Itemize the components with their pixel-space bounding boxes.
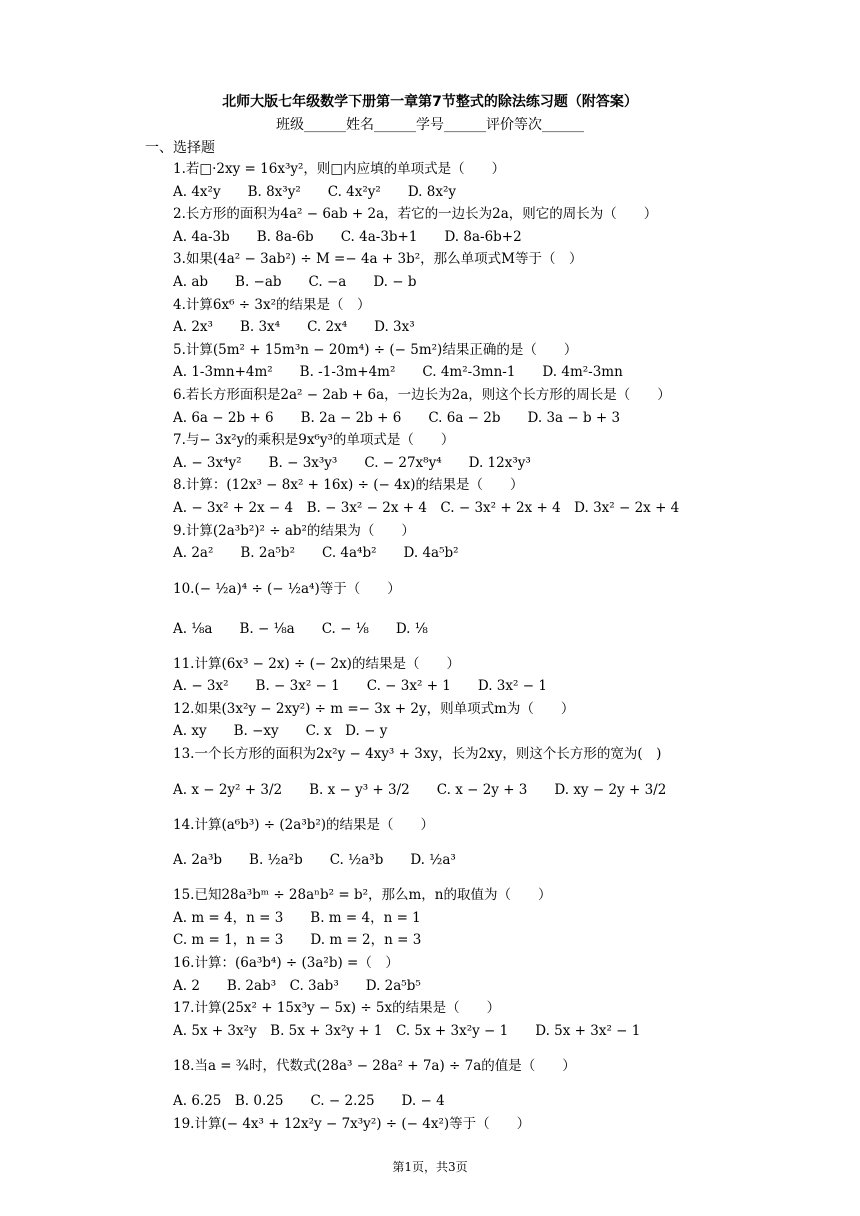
section-heading: 一、选择题 (145, 140, 215, 156)
question-12-options: A. xy B. −xy C. x D. − y (173, 723, 388, 740)
question-11-options: A. − 3x² B. − 3x² − 1 C. − 3x² + 1 D. 3x² − 1 (173, 678, 547, 695)
question-6-options: A. 6a − 2b + 6 B. 2a − 2b + 6 C. 6a − 2b D. 3a − b + 3 (173, 409, 621, 426)
document-title: 北师大版七年级数学下册第一章第7节整式的除法练习题（附答案） (222, 94, 638, 110)
question-13: 13.一个长方形的面积为2x²y − 4xy³ + 3xy，长为2xy，则这个长方形的宽为( ) (173, 746, 662, 763)
question-2: 2.长方形的面积为4a² − 6ab + 2a，若它的一边长为2a，则它的周长为（ ） (173, 206, 658, 223)
question-19: 19.计算(− 4x³ + 12x²y − 7x³y²) ÷ (− 4x²)等于（ ） (173, 1116, 531, 1132)
question-14: 14.计算(a⁶b³) ÷ (2a³b²)的结果是（ ） (173, 816, 435, 833)
question-9-options: A. 2a² B. 2a⁵b² C. 4a⁴b² D. 4a⁵b² (173, 545, 459, 562)
question-18-options: A. 6.25 B. 0.25 C. − 2.25 D. − 4 (173, 1093, 445, 1110)
student-info-line: 班级______姓名______学号______评价等次______ (276, 117, 584, 133)
question-12: 12.如果(3x²y − 2xy²) ÷ m =− 3x + 2y，则单项式m为（ ） (173, 700, 575, 717)
question-15-options-cd: C. m = 1，n = 3 D. m = 2，n = 3 (173, 932, 422, 949)
question-5-options: A. 1-3mn+4m² B. -1-3m+4m² C. 4m²-3mn-1 D. 4m²-3mn (173, 364, 623, 381)
question-8-options: A. − 3x² + 2x − 4 B. − 3x² − 2x + 4 C. − 3x² + 2x + 4 D. 3x² − 2x + 4 (173, 499, 680, 516)
question-17-options: A. 5x + 3x²y B. 5x + 3x²y + 1 C. 5x + 3x²y − 1 D. 5x + 3x² − 1 (173, 1022, 641, 1039)
question-16: 16.计算：(6a³b⁴) ÷ (3a²b) =（ ） (173, 955, 399, 972)
question-4-options: A. 2x³ B. 3x⁴ C. 2x⁴ D. 3x³ (173, 319, 415, 336)
question-5: 5.计算(5m² + 15m³n − 20m⁴) ÷ (− 5m²)结果正确的是（ ） (173, 341, 578, 358)
question-11: 11.计算(6x³ − 2x) ÷ (− 2x)的结果是（ ） (173, 655, 460, 672)
question-9: 9.计算(2a³b²)² ÷ ab²的结果为（ ） (173, 522, 415, 539)
question-16-options: A. 2 B. 2ab³ C. 3ab³ D. 2a⁵b⁵ (173, 977, 421, 994)
question-7-options: A. − 3x⁴y² B. − 3x³y³ C. − 27x⁸y⁴ D. 12x³y³ (173, 454, 531, 471)
question-18: 18.当a = ¾时，代数式(28a³ − 28a² + 7a) ÷ 7a的值是（ ） (173, 1058, 576, 1075)
question-10-options: A. ⅛a B. − ⅛a C. − ⅛ D. ⅛ (173, 620, 428, 637)
question-3: 3.如果(4a² − 3ab²) ÷ M =− 4a + 3b²，那么单项式M等于（ ） (173, 251, 583, 268)
question-4: 4.计算6x⁶ ÷ 3x²的结果是（ ） (173, 296, 371, 313)
question-15: 15.已知28a³bᵐ ÷ 28aⁿb² = b²，那么m，n的取值为（ ） (173, 887, 552, 904)
question-1-options: A. 4x²y B. 8x³y² C. 4x²y² D. 8x²y (173, 183, 456, 200)
question-7: 7.与− 3x²y的乘积是9x⁶y³的单项式是（ ） (173, 432, 455, 449)
question-13-options: A. x − 2y² + 3/2 B. x − y³ + 3/2 C. x − 2y + 3 D. xy − 2y + 3/2 (173, 781, 667, 798)
question-15-options-ab: A. m = 4，n = 3 B. m = 4，n = 1 (173, 909, 421, 926)
question-list (173, 158, 733, 1136)
question-17: 17.计算(25x² + 15x³y − 5x) ÷ 5x的结果是（ ） (173, 1000, 501, 1017)
page-number: 第1页，共3页 (392, 1160, 468, 1174)
question-10: 10.(− ½a)⁴ ÷ (− ½a⁴)等于（ ） (173, 580, 401, 597)
question-6: 6.若长方形面积是2a² − 2ab + 6a，一边长为2a，则这个长方形的周长是（ ） (173, 386, 671, 403)
question-3-options: A. ab B. −ab C. −a D. − b (173, 273, 417, 290)
question-8: 8.计算：(12x³ − 8x² + 16x) ÷ (− 4x)的结果是（ ） (173, 477, 524, 494)
question-14-options: A. 2a³b B. ½a²b C. ½a³b D. ½a³ (173, 852, 456, 869)
question-2-options: A. 4a-3b B. 8a-6b C. 4a-3b+1 D. 8a-6b+2 (173, 228, 522, 245)
question-1: 1.若□·2xy = 16x³y²，则□内应填的单项式是（ ） (173, 161, 506, 177)
